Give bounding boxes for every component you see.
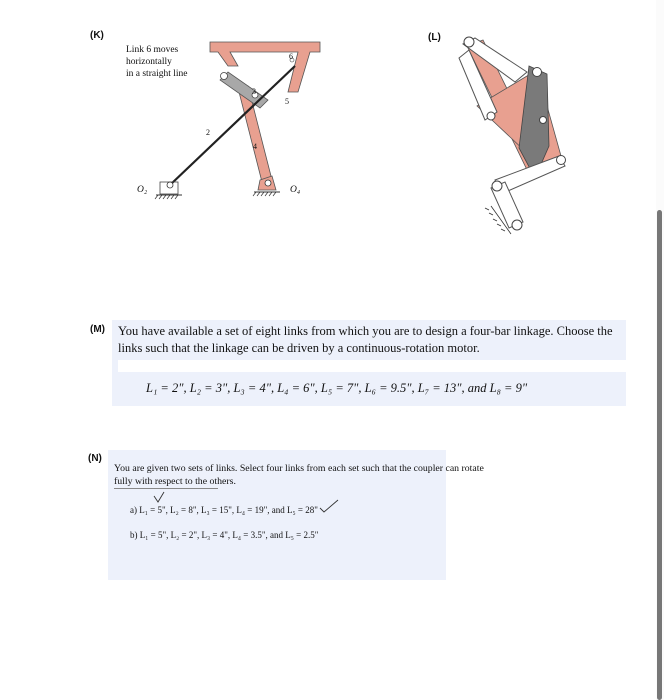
check-mark-icon [154,492,164,502]
problem-m-spacer [118,360,626,372]
k-link-label-3: 3 [252,87,256,96]
problem-n-option-b: b) L₁ = 5", L₂ = 2", L₃ = 4", L₄ = 3.5", and L₅ = 2.5" [130,530,319,540]
k-pivot-o2: O₂ [137,185,148,195]
handwritten-check-marks [148,490,348,516]
k-link-label-4: 4 [253,142,257,151]
problem-k-label: (K) [90,30,104,41]
problem-n-underline [114,488,218,489]
k-caption-line-3: in a straight line [126,69,188,79]
problem-l-label: (L) [428,32,441,43]
scrollbar-thumb[interactable] [657,210,662,700]
problem-m-label: (M) [90,324,105,335]
k-link-label-5: 5 [285,97,289,106]
k-link-label-6: 6 [289,52,293,61]
linkage-diagram-l [455,28,585,243]
problem-n-option-a: a) L₁ = 5", L₂ = 8", L₃ = 15", L₄ = 19", and L₅ = 28" [130,505,318,515]
linkage-diagram-k [120,30,350,220]
k-link-label-2: 2 [206,128,210,137]
k-pivot-o4: O₄ [290,185,301,195]
problem-m-text-line-2: links such that the linkage can be driven by a continuous-rotation motor. [118,341,480,355]
problem-n-label: (N) [88,453,102,464]
problem-m-equation: L₁ = 2", L₂ = 3", L₃ = 4", L₄ = 6", L₅ = 7", L₆ = 9.5", L₇ = 13", and L₈ = 9" [146,381,528,395]
check-mark-icon [320,500,338,512]
problem-m-text-line-1: You have available a set of eight links from which you are to design a four-bar linkage. Choose the [118,324,613,338]
problem-n-text-line-1: You are given two sets of links. Select four links from each set such that the coupler can rotate [114,463,484,474]
k-caption-line-1: Link 6 moves [126,45,179,55]
problem-n-text-line-2: fully with respect to the others. [114,476,236,487]
k-caption-line-2: horizontally [126,57,172,67]
